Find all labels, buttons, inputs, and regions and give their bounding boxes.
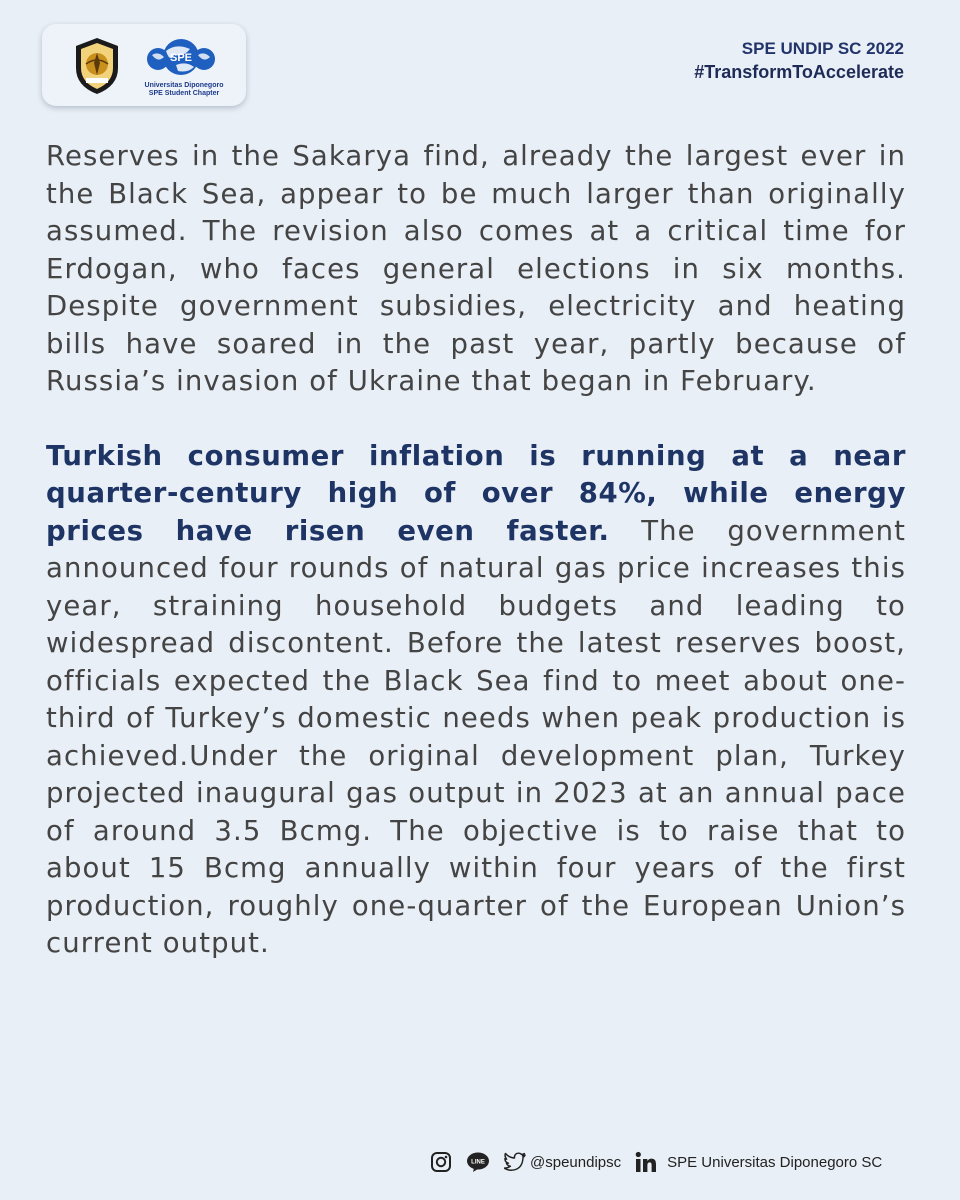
social-handle[interactable]: @speundipsc [530,1153,622,1171]
company-name: SPE Universitas Diponegoro SC [667,1153,883,1171]
header [694,38,904,84]
paragraph-2 [46,438,906,963]
linkedin-icon[interactable] [635,1151,657,1173]
footer [430,1150,882,1174]
svg-text:LINE: LINE [471,1159,485,1166]
paragraph-2-text: The government announced four rounds of natural gas price increases this year, straining household budgets and leading to widespread discontent. Before the latest reserves boost, officials expected the Black Sea find to meet about one-third of Turkey’s domestic needs when peak production is achieved.Under the original development plan, Turkey projected inaugural gas output in 2023 at an annual pace of around 3.5 Bcmg. The objective is to raise that to about 15 Bcmg annually within four years of the first production, roughly one-quarter of the European Union’s current output. [46,514,907,959]
undip-seal-logo [72,36,122,96]
twitter-icon[interactable] [504,1152,526,1172]
header-title: SPE UNDIP SC 2022 [741,39,904,58]
paragraph-1: Reserves in the Sakarya find, already the largest ever in the Black Sea, appear to be much larger than originally assumed. The revision also comes at a critical time for Erdogan, who faces general elections in six months. Despite government subsidies, electricity and heating bills have soared in the past year, partly because of Russia’s invasion of Ukraine that began in February. [46,140,906,397]
svg-text:SPE: SPE [169,52,193,64]
spe-caption-line1: Universitas Diponegoro [144,82,224,89]
header-hashtag: #TransformToAccelerate [694,62,904,82]
paragraph-2-lead: Turkish consumer inflation is running at a near quarter-century high of over 84%, while energy prices have risen even faster. [46,439,906,547]
spe-international-logo [146,37,216,81]
spe-caption [134,82,234,98]
spe-caption-line2: SPE Student Chapter [148,90,220,97]
article-body [46,138,906,963]
instagram-icon[interactable] [430,1151,452,1173]
logo-card [42,24,246,106]
line-icon[interactable] [466,1151,490,1173]
